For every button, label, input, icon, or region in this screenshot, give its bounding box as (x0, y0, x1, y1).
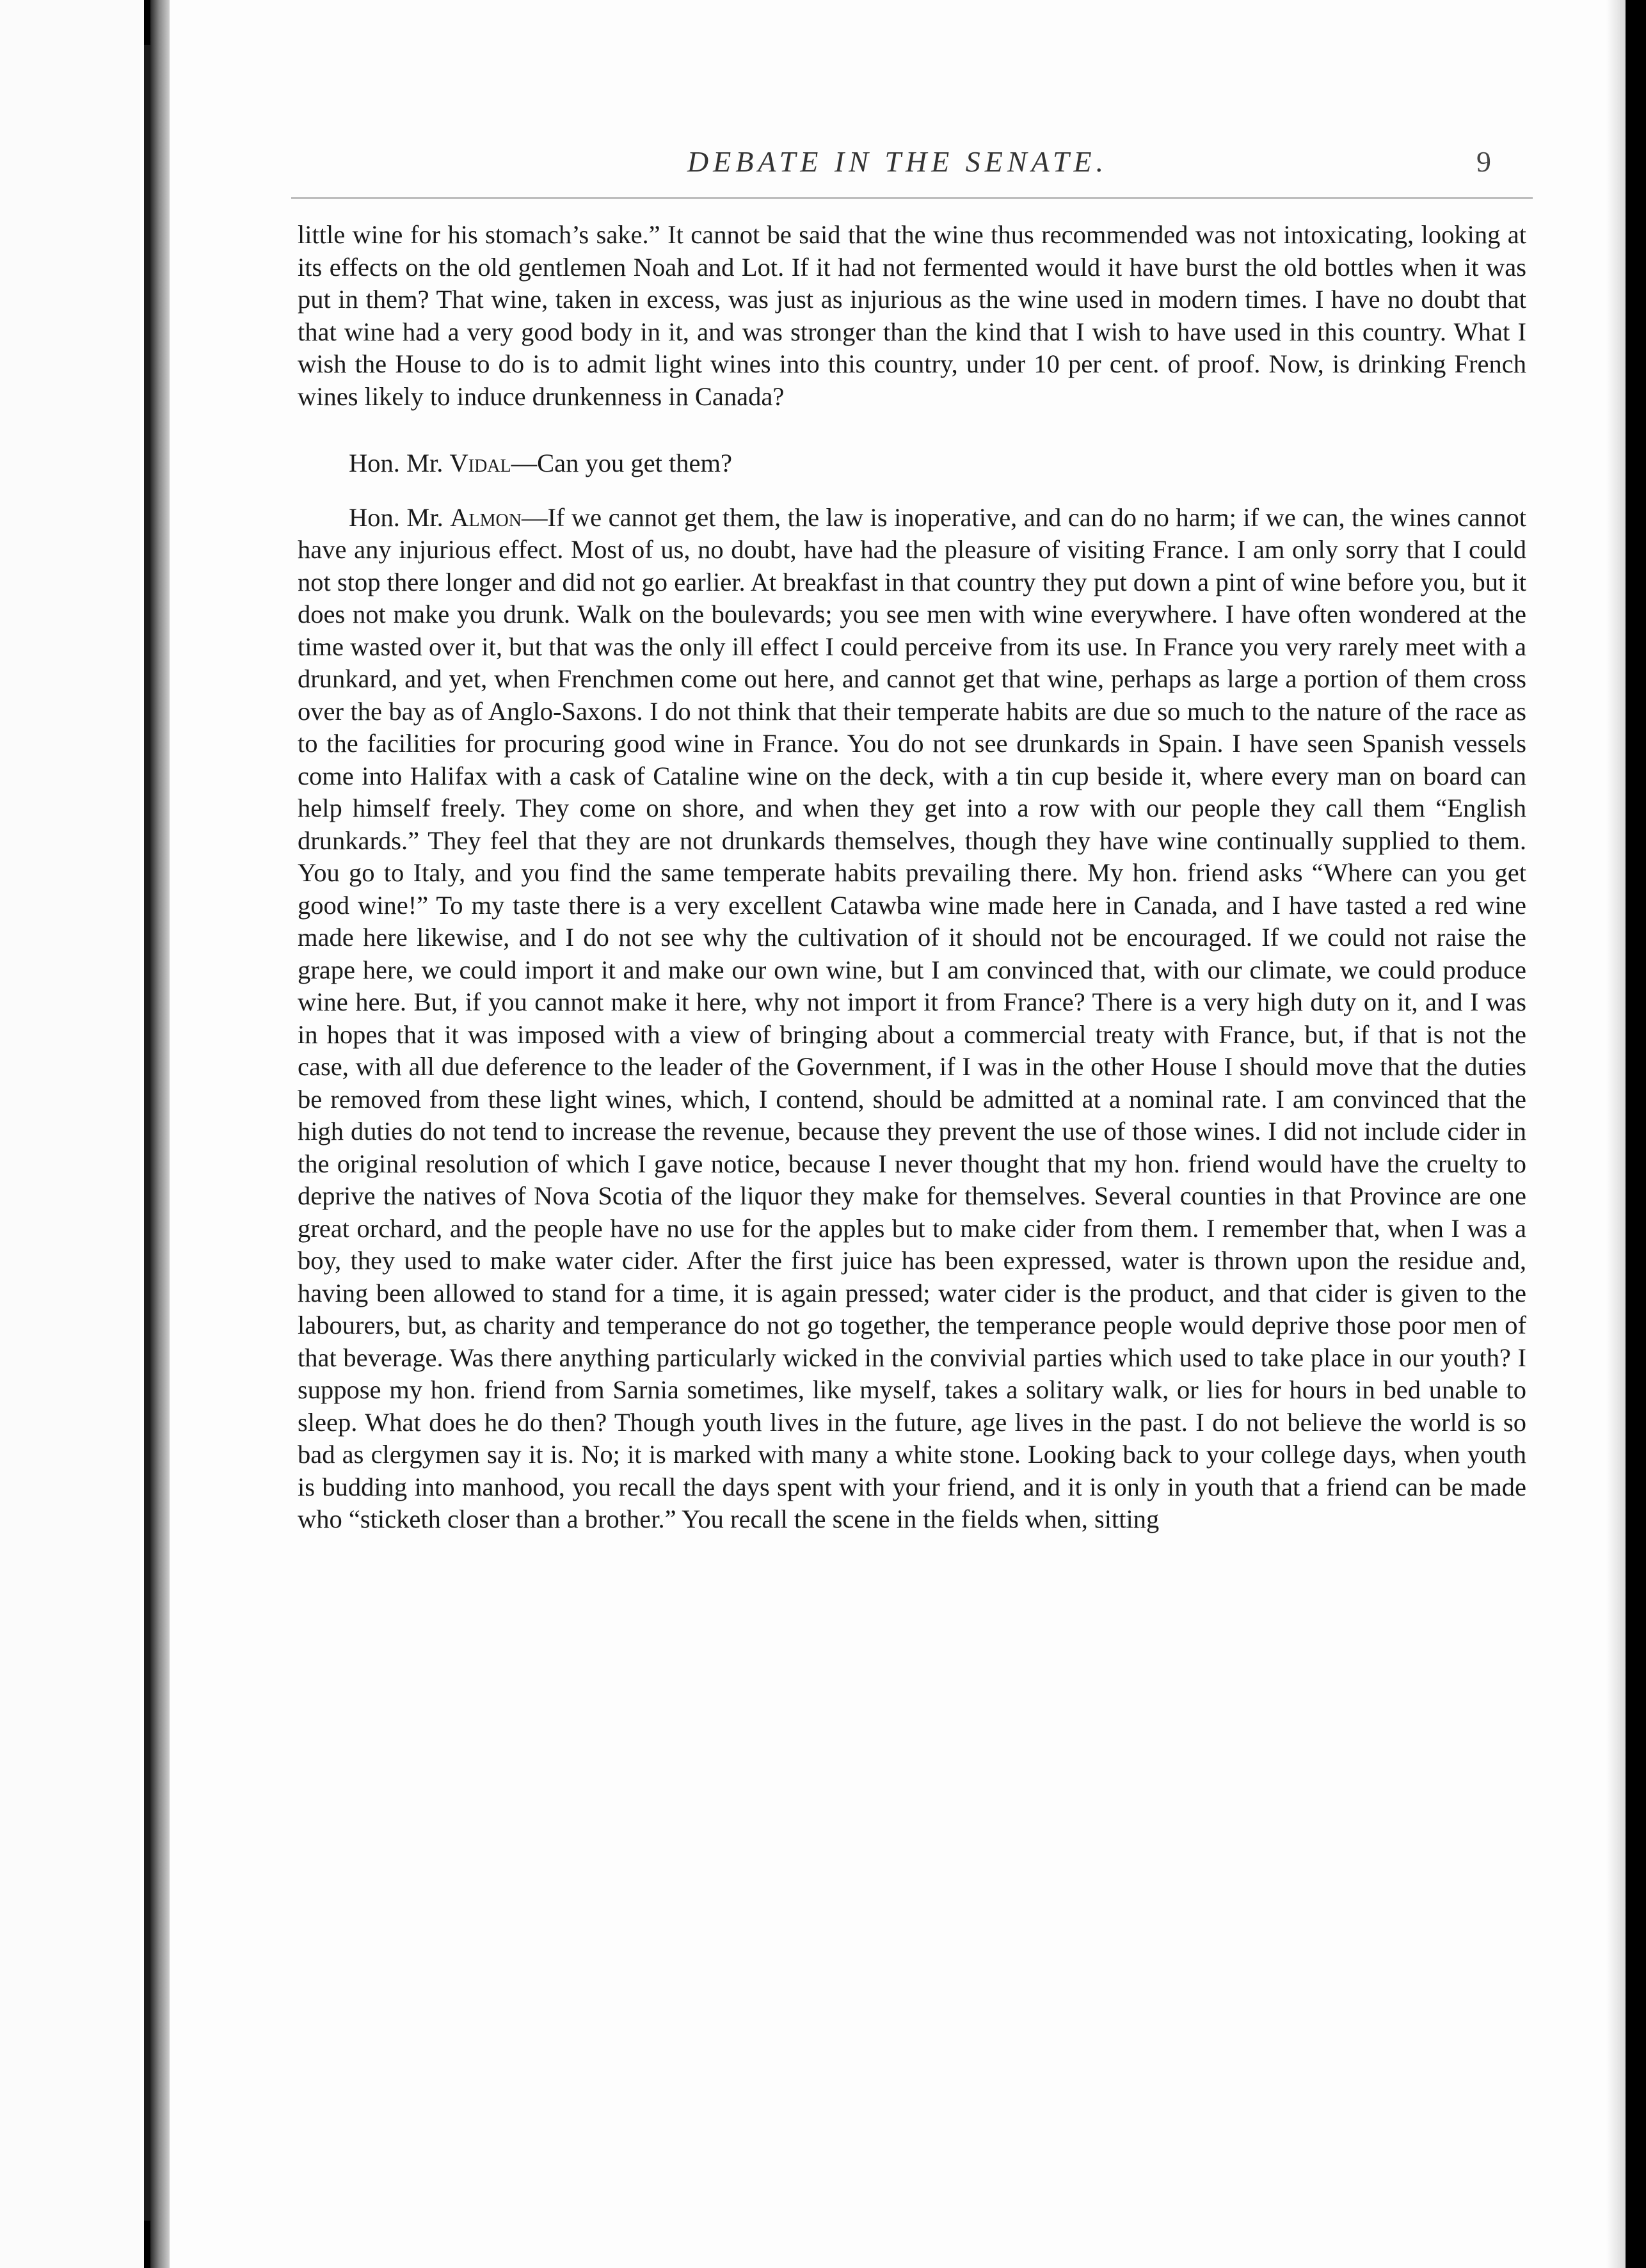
page-header (170, 145, 1626, 189)
vidal-speech (298, 447, 1526, 480)
header-rule (291, 197, 1533, 199)
continuation-paragraph: little wine for his stomach’s sake.” It cannot be said that the wine thus recommended was not intoxicating, looking at its effects on the old gentlemen Noah and Lot. If it had not fermented would it have burst the old bottles when it was put in them? That wine, taken in excess, was just as injurious as the wine used in modern times. I have no doubt that that wine had a very good body in it, and was stronger than the kind that I wish to have used in this country. What I wish the House to do is to admit light wines into this country, under 10 per cent. of proof. Now, is drinking French wines likely to induce drunkenness in Canada? (298, 220, 1526, 411)
running-title: DEBATE IN THE SENATE. (687, 145, 1108, 178)
page-number: 9 (1476, 145, 1491, 178)
almon-speaker: Almon (450, 502, 522, 532)
almon-prefix: Hon. Mr. (349, 502, 451, 532)
page-spine (144, 45, 150, 2221)
almon-speech (298, 502, 1526, 1536)
page-edge-shadow (1606, 0, 1626, 2268)
facing-page-edge (0, 0, 144, 2268)
vidal-prefix: Hon. Mr. (349, 449, 450, 477)
body-text (298, 219, 1526, 1536)
vidal-speaker: Vidal (449, 449, 511, 477)
vidal-text: —Can you get them? (511, 449, 732, 477)
document-page (170, 0, 1626, 2268)
almon-text: —If we cannot get them, the law is inoperative, and can do no harm; if we can, the wines cannot have any injurious effect. Most of us, no doubt, have had the pleasure of visiting France. I am only sorry that I could not stop there longer and did not go earlier. At breakfast in that country they put down a pint of wine before you, but it does not make you drunk. Walk on the boulevards; you see men with wine everywhere. I have often wondered at the time wasted over it, but that was the only ill effect I could perceive from its use. In France you very rarely meet with a drunkard, and yet, when Frenchmen come out here, and cannot get that wine, perhaps as large a portion of them cross over the bay as of Anglo-Saxons. I do not think that their temperate habits are due so much to the nature of the race as to the facilities for procuring good wine in France. You do not see drunkards in Spain. I have seen Spanish vessels come into Halifax with a cask of Cataline wine on the deck, with a tin cup beside it, where every man on board can help himself freely. They come on shore, and when they get into a row with our people they call them “English drunkards.” They feel that they are not drunkards themselves, though they have wine continually supplied to them. You go to Italy, and you find the same temperate habits prevailing there. My hon. friend asks “Where can you get good wine!” To my taste there is a very excellent Catawba wine made here in Canada, and I have tasted a red wine made here likewise, and I do not see why the cultivation of it should not be encouraged. If we could not raise the grape here, we could import it and make our own wine, but I am convinced that, with our climate, we could produce wine here. But, if you cannot make it here, why not import it from France? There is a very high duty on it, and I was in hopes that it was imposed with a view of bringing about a commercial treaty with France, but, if that is not the case, with all due deference to the leader of the Government, if I was in the other House I should move that the duties be removed from these light wines, which, I contend, should be admitted at a nominal rate. I am convinced that the high duties do not tend to increase the revenue, because they prevent the use of those wines. I did not include cider in the original resolution of which I gave notice, because I never thought that my hon. friend would have the cruelty to deprive the natives of Nova Scotia of the liquor they make for themselves. Several counties in that Province are one great orchard, and the people have no use for the apples but to make cider from them. I remember that, when I was a boy, they used to make water cider. After the first juice has been expressed, water is thrown upon the residue and, having been allowed to stand for a time, it is again pressed; water cider is the product, and that cider is given to the labourers, but, as charity and temperance do not go together, the temperance people would deprive those poor men of that beverage. Was there anything particularly wicked in the convivial parties which used to take place in our youth? I suppose my hon. friend from Sarnia sometimes, like myself, takes a solitary walk, or lies for hours in bed unable to sleep. What does he do then? Though youth lives in the future, age lives in the past. I do not believe the world is so bad as clergymen say it is. No; it is marked with many a white stone. Looking back to your college days, when youth is budding into manhood, you recall the days spent with your friend, and it is only in youth that a friend can be made who “sticketh closer than a brother.” You recall the scene in the fields when, sitting (298, 502, 1526, 1533)
